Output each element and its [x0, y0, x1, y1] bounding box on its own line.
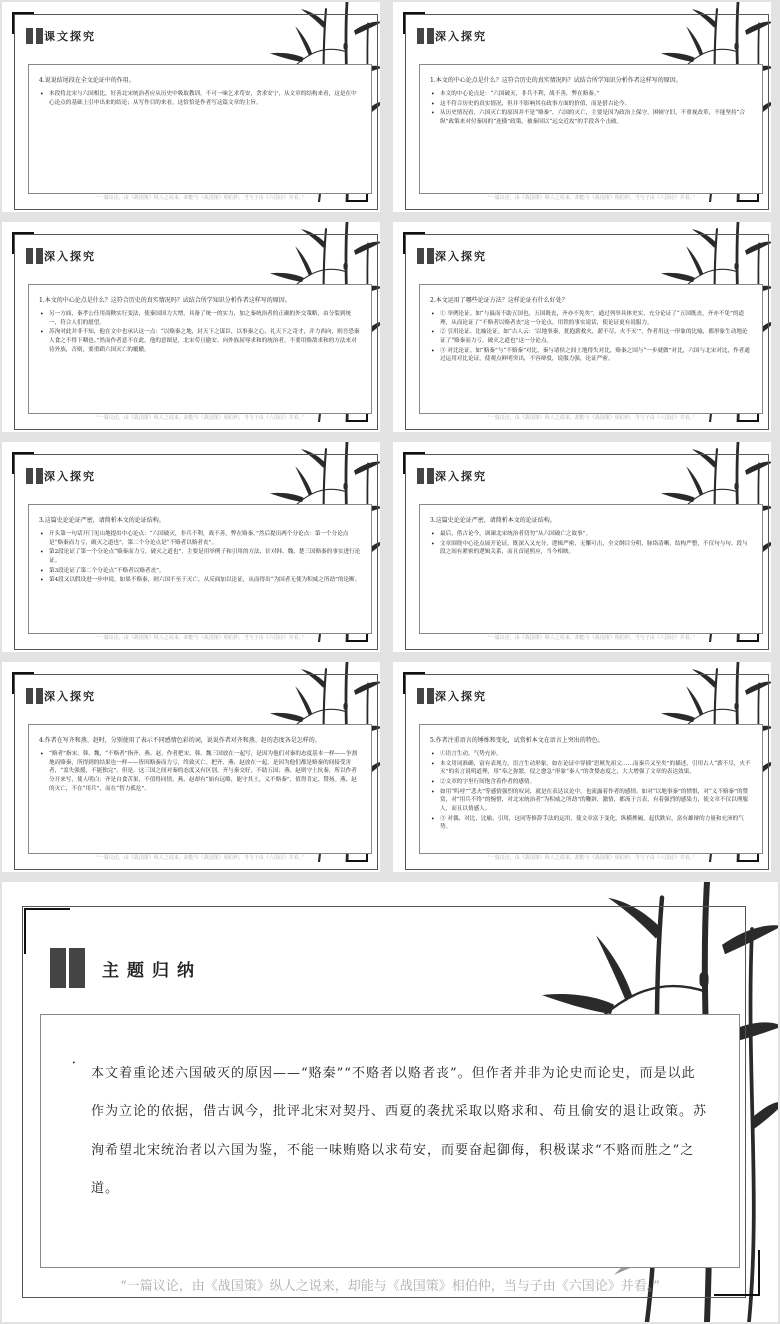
question-text: 1.本文的中心论点是什么？这符合历史的真实情况吗？试结合所学知识分析作者这样写的原因。: [430, 77, 682, 84]
content-card: [419, 724, 763, 854]
question-text: 3.这篇史论论证严密，请简析本文的论证结构。: [39, 517, 165, 524]
bullet-list: [39, 310, 361, 354]
question-text: 2.本文运用了哪些论证方法？这样论证有什么好处？: [430, 297, 568, 304]
bullet-item: • 开头第一句话开门见山地提出中心论点：“六国破灭，非兵不利，战不善，弊在赂秦。”然后提出两个分论点：第一个分论点是“赂秦而力亏，破灭之道也”，第二个分论点是“不赂者以赂者丧”。: [39, 530, 361, 547]
content-card: [40, 1014, 740, 1268]
slide-title: 深入探究: [435, 250, 487, 263]
footer-quote: “一篇议论，由《战国策》纵人之说来，却能与《战国策》相伯仲，当与子由《六国论》并看。”: [96, 415, 304, 421]
slide-7: [2, 662, 380, 872]
footer-quote: “一篇议论，由《战国策》纵人之说来，却能与《战国策》相伯仲，当与子由《六国论》并看。”: [487, 415, 695, 421]
content-card: [28, 724, 372, 854]
slide-8: [393, 662, 771, 872]
footer-quote: “一篇议论，由《战国策》纵人之说来，却能与《战国策》相伯仲，当与子由《六国论》并看。”: [487, 855, 695, 861]
title-marker-icon: [26, 248, 43, 264]
slide-title: 课文探究: [44, 30, 96, 43]
bullet-list: [430, 750, 752, 832]
bullet-list: [430, 90, 752, 127]
slide-3: [2, 222, 380, 432]
footer-quote: “一篇议论，由《战国策》纵人之说来，却能与《战国策》相伯仲，当与子由《六国论》并看。”: [487, 195, 695, 201]
footer-quote: “一篇议论，由《战国策》纵人之说来，却能与《战国策》相伯仲，当与子由《六国论》并看。”: [120, 1279, 660, 1294]
footer-quote: “一篇议论，由《战国策》纵人之说来，却能与《战国策》相伯仲，当与子由《六国论》并看。”: [96, 635, 304, 641]
content-card: [419, 504, 763, 634]
bullet-item: • ②文章的字里行间饱含着作者的感情。: [430, 778, 752, 787]
question-text: 1.本文的中心论点是什么？这符合历史的真实情况吗？试结合所学知识分析作者这样写的原因。: [39, 297, 291, 304]
bullet-item: • 文章围绕中心论点展开论证，既深入又充分，逻辑严密，无懈可击，全文纲目分明，脉络清晰，结构严整，不仅句与句、段与段之间有紧密的逻辑关系，而且首尾照应，当今相映。: [430, 540, 752, 557]
bullet-item: • 这不符合历史的真实情况，但并不影响其在政事方面的价值，而是借古论今。: [430, 100, 752, 109]
bullet-item: • 苏洵对此并非不知，他在文中也承认这一点：“以赂秦之地，封天下之谋臣，以事秦之心，礼天下之奇才，并力西向，则吾恐秦人食之不得下咽也。”然而作者意不在此，他的意图是，北宋苟且偷安、向外族屈辱求和的统治者，不要用赂敌求和的方法来对待外族，否则，要重蹈六国灭亡的覆辙。: [39, 328, 361, 354]
bullet-item: • ① 举例论证。如“与嬴而不助五国也，五国既丧，齐亦不免矣”，通过列举具体史实，充分论证了“五国既丧，齐亦不免”的道理，从而论证了“不赂者以赂者丧”这一分论点，用铁的事实说话，使论证更有说服力。: [430, 310, 752, 327]
title-marker-icon: [417, 248, 434, 264]
footer-quote: “一篇议论，由《战国策》纵人之说来，却能与《战国策》相伯仲，当与子由《六国论》并看。”: [96, 195, 304, 201]
slide-6: [393, 442, 771, 652]
title-marker-icon: [417, 468, 434, 484]
question-text: 4.说说结尾段在全文论证中的作用。: [39, 77, 135, 84]
bullet-item: • 最后，借古论今，讽谏北宋统治者切勿“从六国破亡之故事”。: [430, 530, 752, 539]
footer-quote: “一篇议论，由《战国策》纵人之说来，却能与《战国策》相伯仲，当与子由《六国论》并看。”: [96, 855, 304, 861]
bullet-item: • 另一方面，秦孝公任用商鞅实行变法，使秦国国力大增，具备了统一的实力，加之秦统治者的正确的外交策略，由分裂到统一，符合人们的愿望。: [39, 310, 361, 327]
bullet-item: • ①语言生动，气势充沛。: [430, 750, 752, 759]
bullet-item: • 第3段论证了第二个分论点“不赂者以赂者丧”。: [39, 567, 361, 576]
title-marker-icon: [26, 28, 43, 44]
bullet-item: • 从历史情况看，六国灭亡的原因并不是“赂秦”，六国的灭亡，主要是因为政治上保守，困顿守旧，不重视改革，不能坚持“合纵”政策来对付秦国的“连横”政策，被秦国以“远交近攻”的手段各个击破。: [430, 109, 752, 126]
slide-title: 深入探究: [44, 250, 96, 263]
bullet-item: • 本文着重论述六国破灭的原因——“赂秦”“不赂者以赂者丧”。但作者并非为论史而论史，而是以此作为立论的依据，借古讽今，批评北宋对契丹、西夏的袭扰采取以赂求和、苟且偷安的退让政策。苏洵希望北宋统治者以六国为鉴，不能一味贿赂以求苟安，而要奋起御侮，积极谋求“不赂而胜之”之道。: [71, 1055, 709, 1208]
content-card: [28, 284, 372, 414]
slide-title: 深入探究: [44, 690, 96, 703]
title-marker-icon: [50, 948, 85, 988]
bullet-item: • 第4段又以假设进一步申说，如果不赂秦，则六国不至于灭亡，从反面加以论证，从而得出“为国者无使为积威之所劫”的论断。: [39, 576, 361, 585]
slide-title: 深入探究: [44, 470, 96, 483]
content-card: [28, 504, 372, 634]
bullet-item: • 如用“呜呼”“悲夫”等感情强烈的叹词，就是在表达议论中，也流露着作者的感情。如对“以地事秦”的愤恨，对“义不赂秦”的赞赏，对“用兵不终”的惋惜，对北宋统治者“为积威之所劫”的鞭辟，激情，都流于言表，有着强烈的感染力，使文章不仅以理服人，而且以情感人。: [430, 788, 752, 814]
bullet-item: • 本文的中心论点是：“六国破灭，非兵不利，战不善，弊在赂秦。”: [430, 90, 752, 99]
slide-title: 主题归纳: [102, 961, 202, 981]
bullet-list: [39, 750, 361, 793]
bullet-item: • 本文用词准确，富有表现力，语言生动形象，如在论证中穿插“思厥先祖父……而秦兵又至矣”的描述，引用古人“薪不尽，火不灭”的名言说明道理，用“奉之弥繁，侵之愈急”形象“秦人”的贪婪态度之，大大增强了文章的表达效果。: [430, 760, 752, 777]
slide-1: [2, 2, 380, 212]
bullet-list: [39, 90, 361, 107]
bullet-list: [39, 530, 361, 585]
content-card: [28, 64, 372, 194]
bullet-item: • 第2段论证了第一个分论点“赂秦而力亏，破灭之道也”，主要是用举例子和引用的方法，针对韩、魏、楚三国赂秦的事实进行论证。: [39, 548, 361, 565]
title-marker-icon: [26, 468, 43, 484]
slide-title: 深入探究: [435, 690, 487, 703]
question-text: 3.这篇史论论证严密，请简析本文的论证结构。: [430, 517, 556, 524]
question-text: 5.作者注重语言的锤炼和变化，试赏析本文在语言上突出的特色。: [430, 737, 604, 744]
slide-5: [2, 442, 380, 652]
bullet-item: • ② 引用论证、比喻论证。如“古人云：‘以地事秦，犹抱薪救火，薪不尽，火不灭’”，作者用这一形象的比喻，都形象生动地论证了“赂秦而力亏，破灭之道也”这一分论点。: [430, 328, 752, 345]
bullet-item: • ③ 对偶、对比、比喻、引用，这同等修辞手法的运用，使文章富于变化，纵横捭阖，起伏跌宕，富有雄辩的力量和充沛的气势。: [430, 815, 752, 832]
bullet-item: • “赂者”指宋、韩、魏，“不赂者”指齐、燕、赵。作者把宋、韩、魏三国放在一起写，是因为他们对秦的态度基本一样——争割地而赂秦，所得到的结果也一样——皆因赂秦而力亏，终致灭亡。把齐、燕、赵放在一起，是因为他们都是赂秦的间接受害者，“盖失强援，不能独完”。但是，这三国之间对秦的态度又有区别，齐与秦交好，不助五国；燕、赵则守土抗秦，所以作者分开来写，使人明白：齐是自食苦果，不值得同情，燕、赵却有“始有远略，能守其土，义不赂秦”，值得肯定、赞扬。燕、赵的灭亡，不在“用兵”，而在“智力孤危”。: [39, 750, 361, 793]
slide-title: 深入探究: [435, 470, 487, 483]
slide-title: 深入探究: [435, 30, 487, 43]
question-text: 4.作者在写齐和燕、赵时，分别使用了表示不同感情色彩的词，说说作者对齐和燕、赵的态度各是怎样的。: [39, 737, 321, 744]
title-marker-icon: [417, 688, 434, 704]
bullet-item: • 本段将北宋与六国相比，好善北宋统治者应从历史中吸取教训，不可一味乞求苟安，贪求安宁，从文章的结构来看，这是在中心论点的基础上引申出来的结论；从写作目的来看，这恰恰是作者写这篇文章的主旨。: [39, 90, 361, 107]
content-card: [419, 64, 763, 194]
bullet-list: [430, 310, 752, 364]
slide-9: [2, 882, 778, 1322]
footer-quote: “一篇议论，由《战国策》纵人之说来，却能与《战国策》相伯仲，当与子由《六国论》并看。”: [487, 635, 695, 641]
title-marker-icon: [417, 28, 434, 44]
bullet-list: [430, 530, 752, 557]
title-marker-icon: [26, 688, 43, 704]
bullet-list: [71, 1055, 709, 1208]
bullet-item: • ③ 对比论证。如“赂秦”与“不赂秦”对比，秦与诸侯之间土地得失对比，赂秦之国与“一步就做”对比，六国与北宋对比，作者通过运用对比论证，使观点鲜明突出，不容辩驳，说服力强，论证严密。: [430, 347, 752, 364]
content-card: [419, 284, 763, 414]
slide-2: [393, 2, 771, 212]
slide-4: [393, 222, 771, 432]
